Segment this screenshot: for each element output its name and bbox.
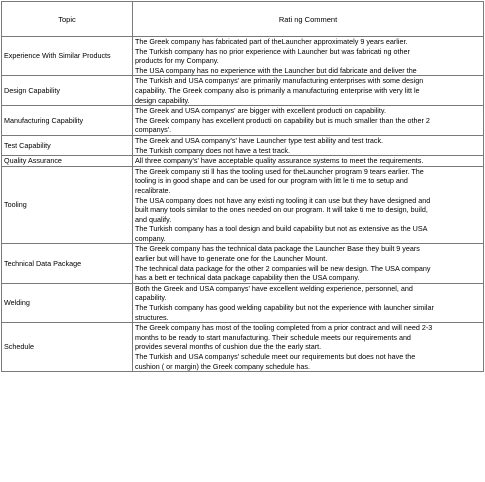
comment-line: The USA company has no experience with the Launcher but did fabricate and deliver the xyxy=(135,65,417,75)
table-row xyxy=(2,244,484,283)
table-row xyxy=(2,283,484,322)
comment-header: Rati ng Comment xyxy=(133,2,484,37)
comment-line: companys'. xyxy=(135,125,172,135)
table-row xyxy=(2,76,484,106)
comment-line: company. xyxy=(135,233,166,243)
table-row xyxy=(2,156,484,167)
table-row xyxy=(2,323,484,372)
comment-line: The Greek and USA company's' have Launcher type test ability and test track. xyxy=(135,135,384,145)
comment-line: The Turkish company has no prior experience with Launcher but was fabricati ng other xyxy=(135,46,410,56)
comment-line: The USA company does not have any existi ng tooling it can use but they have designed and xyxy=(135,195,431,205)
comment-line: The Greek company has the technical data package the Launcher Base they built 9 years xyxy=(135,244,420,254)
row-topic: Schedule xyxy=(2,323,133,372)
row-comment xyxy=(133,156,484,167)
comment-line: Both the Greek and USA companys' have excellent welding experience, personnel, and xyxy=(135,283,413,293)
rating-table xyxy=(1,1,484,372)
comment-line: has a bett er technical data package capability then the USA company. xyxy=(135,273,360,283)
row-comment xyxy=(133,166,484,244)
comment-line: cushion ( or margin) the Greek company schedule has. xyxy=(135,361,310,371)
row-topic: Quality Assurance xyxy=(2,156,133,167)
row-comment xyxy=(133,37,484,76)
comment-line: The Turkish and USA companys' are primarily manufacturing enterprises with some design xyxy=(135,76,424,86)
row-topic: Tooling xyxy=(2,166,133,244)
row-topic: Experience With Similar Products xyxy=(2,37,133,76)
comment-line: tooling is in good shape and can be used for our program with litt le ti me to setup and xyxy=(135,176,408,186)
comment-line: earlier but will have to generate one for the Launcher Mount. xyxy=(135,254,328,264)
header-row xyxy=(2,2,484,37)
comment-line: capability. The Greek company also is primarily a manufacturing enterprise with very litt le xyxy=(135,85,420,95)
comment-line: The Turkish company has a tool design and build capability but not as extensive as the USA xyxy=(135,224,428,234)
table-row xyxy=(2,135,484,155)
table-row xyxy=(2,106,484,136)
comment-line: structures. xyxy=(135,312,169,322)
row-topic: Test Capability xyxy=(2,135,133,155)
comment-line: The Greek company has fabricated part of theLauncher approximately 9 years earlier. xyxy=(135,37,408,46)
table-body xyxy=(2,37,484,372)
table-row xyxy=(2,37,484,76)
comment-line: provides several months of cushion due the the early start. xyxy=(135,342,322,352)
comment-line: The technical data package for the other 2 companies will be new design. The USA company xyxy=(135,263,431,273)
row-comment xyxy=(133,106,484,136)
comment-line: built many tools similar to the ones needed on our program. It will take ti me to design, build, xyxy=(135,205,428,215)
topic-header: Topic xyxy=(2,2,133,37)
comment-line: The Greek company has excellent producti on capability but is much smaller than the other 2 xyxy=(135,115,430,125)
comment-line: All three company's' have acceptable quality assurance systems to meet the requirements. xyxy=(135,156,424,166)
row-comment xyxy=(133,283,484,322)
comment-line: recalibrate. xyxy=(135,185,171,195)
row-comment xyxy=(133,135,484,155)
row-comment xyxy=(133,76,484,106)
comment-line: The Turkish company has good welding capability but not the experience with launcher similar xyxy=(135,303,434,313)
comment-line: The Greek and USA companys' are bigger with excellent producti on capability. xyxy=(135,106,386,116)
comment-line: The Greek company has most of the tooling completed from a prior contract and will need 2-3 xyxy=(135,323,433,333)
comment-line: The Turkish and USA companys' schedule meet our requirements but does not have the xyxy=(135,352,416,361)
comment-line: months to be ready to start manufacturing. Their schedule meets our requirements and xyxy=(135,332,411,342)
comment-line: capability. xyxy=(135,293,167,303)
row-topic: Welding xyxy=(2,283,133,322)
comment-line: and qualify. xyxy=(135,214,172,224)
comment-line: The Greek company sti ll has the tooling used for theLauncher program 9 tears earlier. The xyxy=(135,166,424,176)
row-comment xyxy=(133,323,484,372)
comment-line: design capability. xyxy=(135,95,190,105)
table-row xyxy=(2,166,484,244)
comment-line: The Turkish company does not have a test track. xyxy=(135,145,291,155)
row-topic: Technical Data Package xyxy=(2,244,133,283)
row-topic: Manufacturing Capability xyxy=(2,106,133,136)
row-topic: Design Capability xyxy=(2,76,133,106)
comment-line: products for my Company. xyxy=(135,56,219,66)
row-comment xyxy=(133,244,484,283)
